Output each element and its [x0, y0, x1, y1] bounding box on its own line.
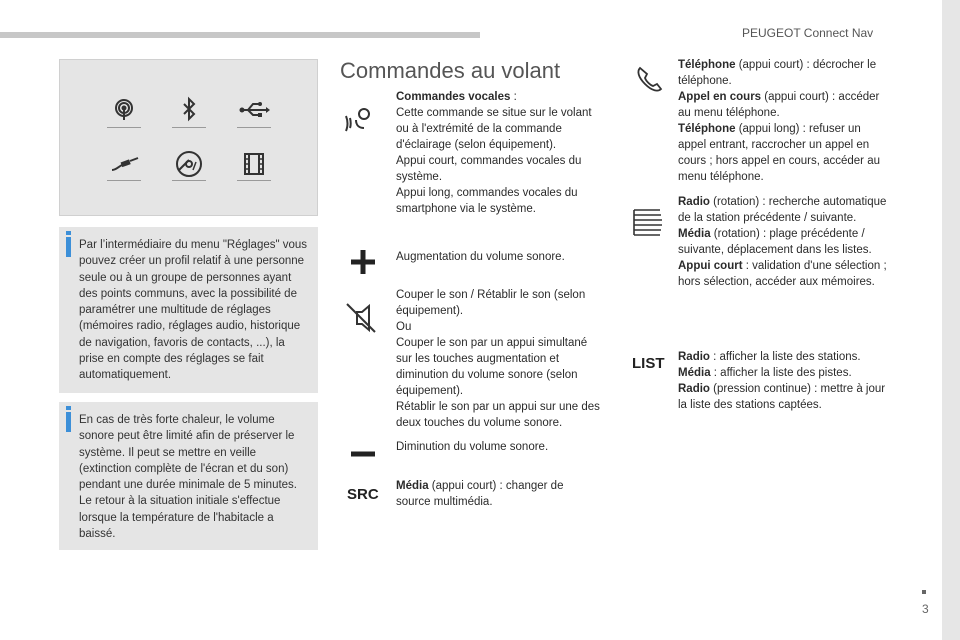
- header-title: PEUGEOT Connect Nav: [742, 26, 874, 40]
- plus-icon: [345, 244, 381, 280]
- phone-l1-rest: (appui court) : décrocher le téléphone.: [678, 59, 877, 87]
- aux-jack-icon: [106, 146, 142, 182]
- list-l1-bold: Radio: [678, 351, 710, 363]
- mute-icon: [343, 300, 379, 336]
- icon-underline: [172, 127, 206, 128]
- voice-line3: Appui long, commandes vocales du smartphone via le système.: [396, 187, 578, 215]
- voice-line2: Appui court, commandes vocales du système.: [396, 155, 582, 183]
- phone-l3-rest: (appui long) : refuser un appel entrant, raccrocher un appel en cours ; hors appel en cours, accéder au menu téléphone.: [678, 123, 881, 183]
- list-l3-rest: (pression continue) : mettre à jour la liste des stations captées.: [678, 383, 886, 411]
- wheel-l1-bold: Radio: [678, 196, 710, 208]
- phone-l2-bold: Appel en cours: [678, 91, 762, 103]
- list-text: [678, 349, 888, 413]
- mute-line1: Couper le son / Rétablir le son (selon équipement).: [396, 289, 586, 317]
- phone-l3-bold: Téléphone: [678, 123, 736, 135]
- usb-icon: [236, 92, 272, 128]
- src-label: Média: [396, 480, 429, 492]
- info-icon: [66, 237, 71, 257]
- info-box-profiles: [59, 227, 318, 393]
- src-rest: (appui court) : changer de source multimédia.: [396, 480, 564, 508]
- mute-line3: Couper le son par un appui simultané sur les touches augmentation et diminution du volume sonore (selon équipement).: [396, 337, 588, 397]
- disc-icon: [171, 146, 207, 182]
- mute-text: [396, 287, 606, 431]
- bluetooth-icon: [171, 92, 207, 128]
- list-l3-bold: Radio: [678, 383, 710, 395]
- wheel-l2-rest: (rotation) : plage précédente / suivante, déplacement dans les listes.: [678, 228, 872, 256]
- source-icons-panel: [59, 59, 318, 216]
- thumbwheel-icon: [630, 205, 666, 241]
- wireless-signal-icon: [106, 92, 142, 128]
- icon-underline: [172, 180, 206, 181]
- src-text: [396, 478, 586, 510]
- wheel-l1-rest: (rotation) : recherche automatique de la station précédente / suivante.: [678, 196, 887, 224]
- volume-up-text: Augmentation du volume sonore.: [396, 251, 565, 263]
- video-film-icon: [236, 146, 272, 182]
- phone-text: [678, 57, 883, 185]
- page-marker: [922, 590, 926, 594]
- mute-line4: Rétablir le son par un appui sur une des deux touches du volume sonore.: [396, 401, 600, 429]
- list-l2-bold: Média: [678, 367, 711, 379]
- list-l1-rest: : afficher la liste des stations.: [709, 351, 861, 363]
- thumbwheel-text: [678, 194, 888, 290]
- icon-underline: [237, 180, 271, 181]
- voice-label-colon: :: [510, 91, 517, 103]
- wheel-l2-bold: Média: [678, 228, 711, 240]
- top-progress-bar: [0, 32, 480, 38]
- icon-underline: [107, 127, 141, 128]
- icon-underline: [237, 127, 271, 128]
- info-icon: [66, 412, 71, 432]
- info-text: En cas de très forte chaleur, le volume sonore peut être limité afin de préserver le système. Il peut se mettre en veille (extinction complète de l'écran et du son) pendant une durée minimale de 5 minutes. Le retour à la situation initiale s'effectue lorsque la température de l'habitacle a baissé.: [79, 414, 298, 541]
- icon-underline: [107, 180, 141, 181]
- phone-l2-rest: (appui court) : accéder au menu téléphone.: [678, 91, 880, 119]
- wheel-l3-bold: Appui court: [678, 260, 743, 272]
- voice-line1: Cette commande se situe sur le volant ou à l'extrémité de la commande d'éclairage (selon équipement).: [396, 107, 592, 151]
- list-l2-rest: : afficher la liste des pistes.: [710, 367, 852, 379]
- right-margin-strip: [942, 0, 960, 640]
- list-icon: LIST: [632, 355, 665, 372]
- page-number: 3: [922, 602, 929, 616]
- mute-line2: Ou: [396, 321, 412, 333]
- wheel-l3-rest: : validation d'une sélection ; hors sélection, accéder aux mémoires.: [678, 260, 887, 288]
- section-title: Commandes au volant: [340, 58, 561, 83]
- voice-command-text: [396, 89, 601, 217]
- src-icon: SRC: [347, 486, 379, 503]
- voice-command-icon: [342, 100, 378, 136]
- info-text: Par l’intermédiaire du menu "Réglages" vous pouvez créer un profil relatif à une personne seule ou à un groupe de personnes ayant des points communs, avec la possibilité de paramétrer une multitude de réglages (mémoires radio, réglages audio, historique de navigation, favoris de contacts, ...), la prise en compte des réglages se fait automatiquement.: [79, 239, 308, 382]
- info-box-heat: [59, 402, 318, 550]
- minus-icon: [345, 436, 381, 472]
- phone-l1-bold: Téléphone: [678, 59, 736, 71]
- volume-down-text: Diminution du volume sonore.: [396, 441, 549, 453]
- voice-command-label: Commandes vocales: [396, 91, 511, 103]
- phone-handset-icon: [630, 60, 666, 96]
